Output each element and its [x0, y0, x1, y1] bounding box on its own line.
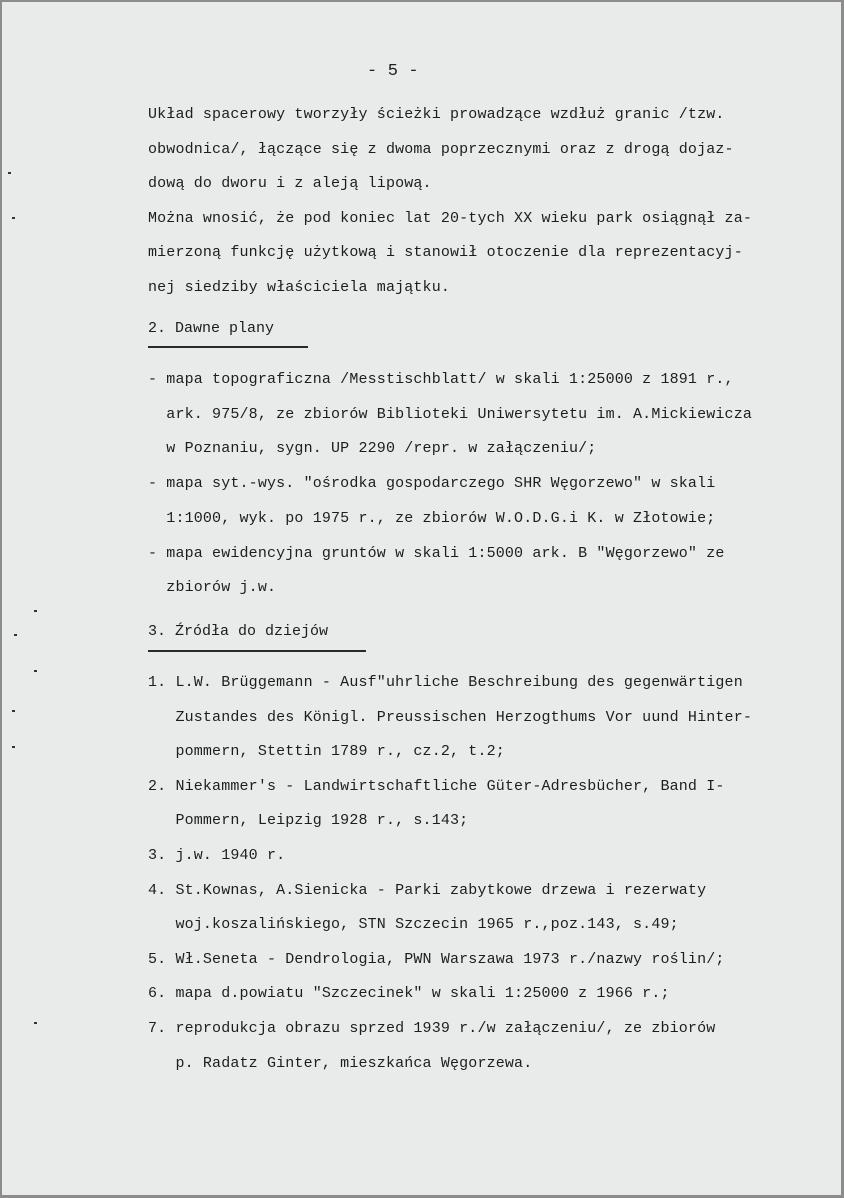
text-line: 7. reprodukcja obrazu sprzed 1939 r./w załączeniu/, ze zbiorów: [148, 1020, 716, 1037]
text-line: woj.koszalińskiego, STN Szczecin 1965 r.,poz.143, s.49;: [148, 916, 679, 934]
text-line: Można wnosić, że pod koniec lat 20-tych XX wieku park osiągnął za-: [148, 209, 752, 227]
text-line: zbiorów j.w.: [148, 579, 277, 597]
text-line: 1. L.W. Brüggemann - Ausf"uhrliche Beschreibung des gegenwärtigen: [148, 674, 743, 691]
text-line: 3. j.w. 1940 r.: [148, 847, 286, 864]
text-line: ark. 975/8, ze zbiorów Biblioteki Uniwersytetu im. A.Mickiewicza: [148, 405, 752, 423]
section-3-underline: [148, 650, 366, 652]
text-line: dową do dworu i z aleją lipową.: [148, 175, 432, 192]
document-page: [2, 2, 841, 1195]
text-line: - mapa syt.-wys. "ośrodka gospodarczego SHR Węgorzewo" w skali: [148, 475, 716, 493]
margin-speck: [14, 634, 17, 636]
section-2-heading: 2. Dawne plany: [148, 320, 275, 337]
margin-speck: [12, 746, 15, 748]
section-2-underline: [148, 346, 308, 348]
text-line: Układ spacerowy tworzyły ścieżki prowadzące wzdłuż granic /tzw.: [148, 106, 725, 123]
text-line: - mapa topograficzna /Messtischblatt/ w skali 1:25000 z 1891 r.,: [148, 371, 734, 388]
text-line: 4. St.Kownas, A.Sienicka - Parki zabytkowe drzewa i rezerwaty: [148, 881, 707, 899]
text-line: Zustandes des Königl. Preussischen Herzogthums Vor uund Hinter-: [148, 708, 752, 726]
section-3-heading: 3. Źródła do dziejów: [148, 623, 329, 640]
text-line: - mapa ewidencyjna gruntów w skali 1:5000 ark. B "Węgorzewo" ze: [148, 544, 725, 562]
page-number: - 5 -: [367, 62, 419, 81]
margin-speck: [34, 670, 37, 672]
text-line: w Poznaniu, sygn. UP 2290 /repr. w załączeniu/;: [148, 440, 597, 458]
margin-speck: [12, 217, 15, 219]
text-line: Pommern, Leipzig 1928 r., s.143;: [148, 812, 469, 830]
text-line: 5. Wł.Seneta - Dendrologia, PWN Warszawa 1973 r./nazwy roślin/;: [148, 950, 725, 968]
margin-speck: [8, 172, 11, 174]
margin-speck: [12, 710, 15, 712]
text-line: obwodnica/, łączące się z dwoma poprzecznymi oraz z drogą dojaz-: [148, 140, 734, 158]
text-line: p. Radatz Ginter, mieszkańca Węgorzewa.: [148, 1054, 533, 1072]
text-line: pommern, Stettin 1789 r., cz.2, t.2;: [148, 743, 505, 761]
text-line: 2. Niekammer's - Landwirtschaftliche Güter-Adresbücher, Band I-: [148, 777, 725, 795]
text-line: 6. mapa d.powiatu "Szczecinek" w skali 1:25000 z 1966 r.;: [148, 985, 670, 1003]
text-line: mierzoną funkcję użytkową i stanowił otoczenie dla reprezentacyj-: [148, 244, 743, 261]
margin-speck: [34, 1022, 37, 1024]
margin-speck: [34, 610, 37, 612]
text-line: nej siedziby właściciela majątku.: [148, 278, 450, 296]
text-line: 1:1000, wyk. po 1975 r., ze zbiorów W.O.D.G.i K. w Złotowie;: [148, 509, 716, 527]
